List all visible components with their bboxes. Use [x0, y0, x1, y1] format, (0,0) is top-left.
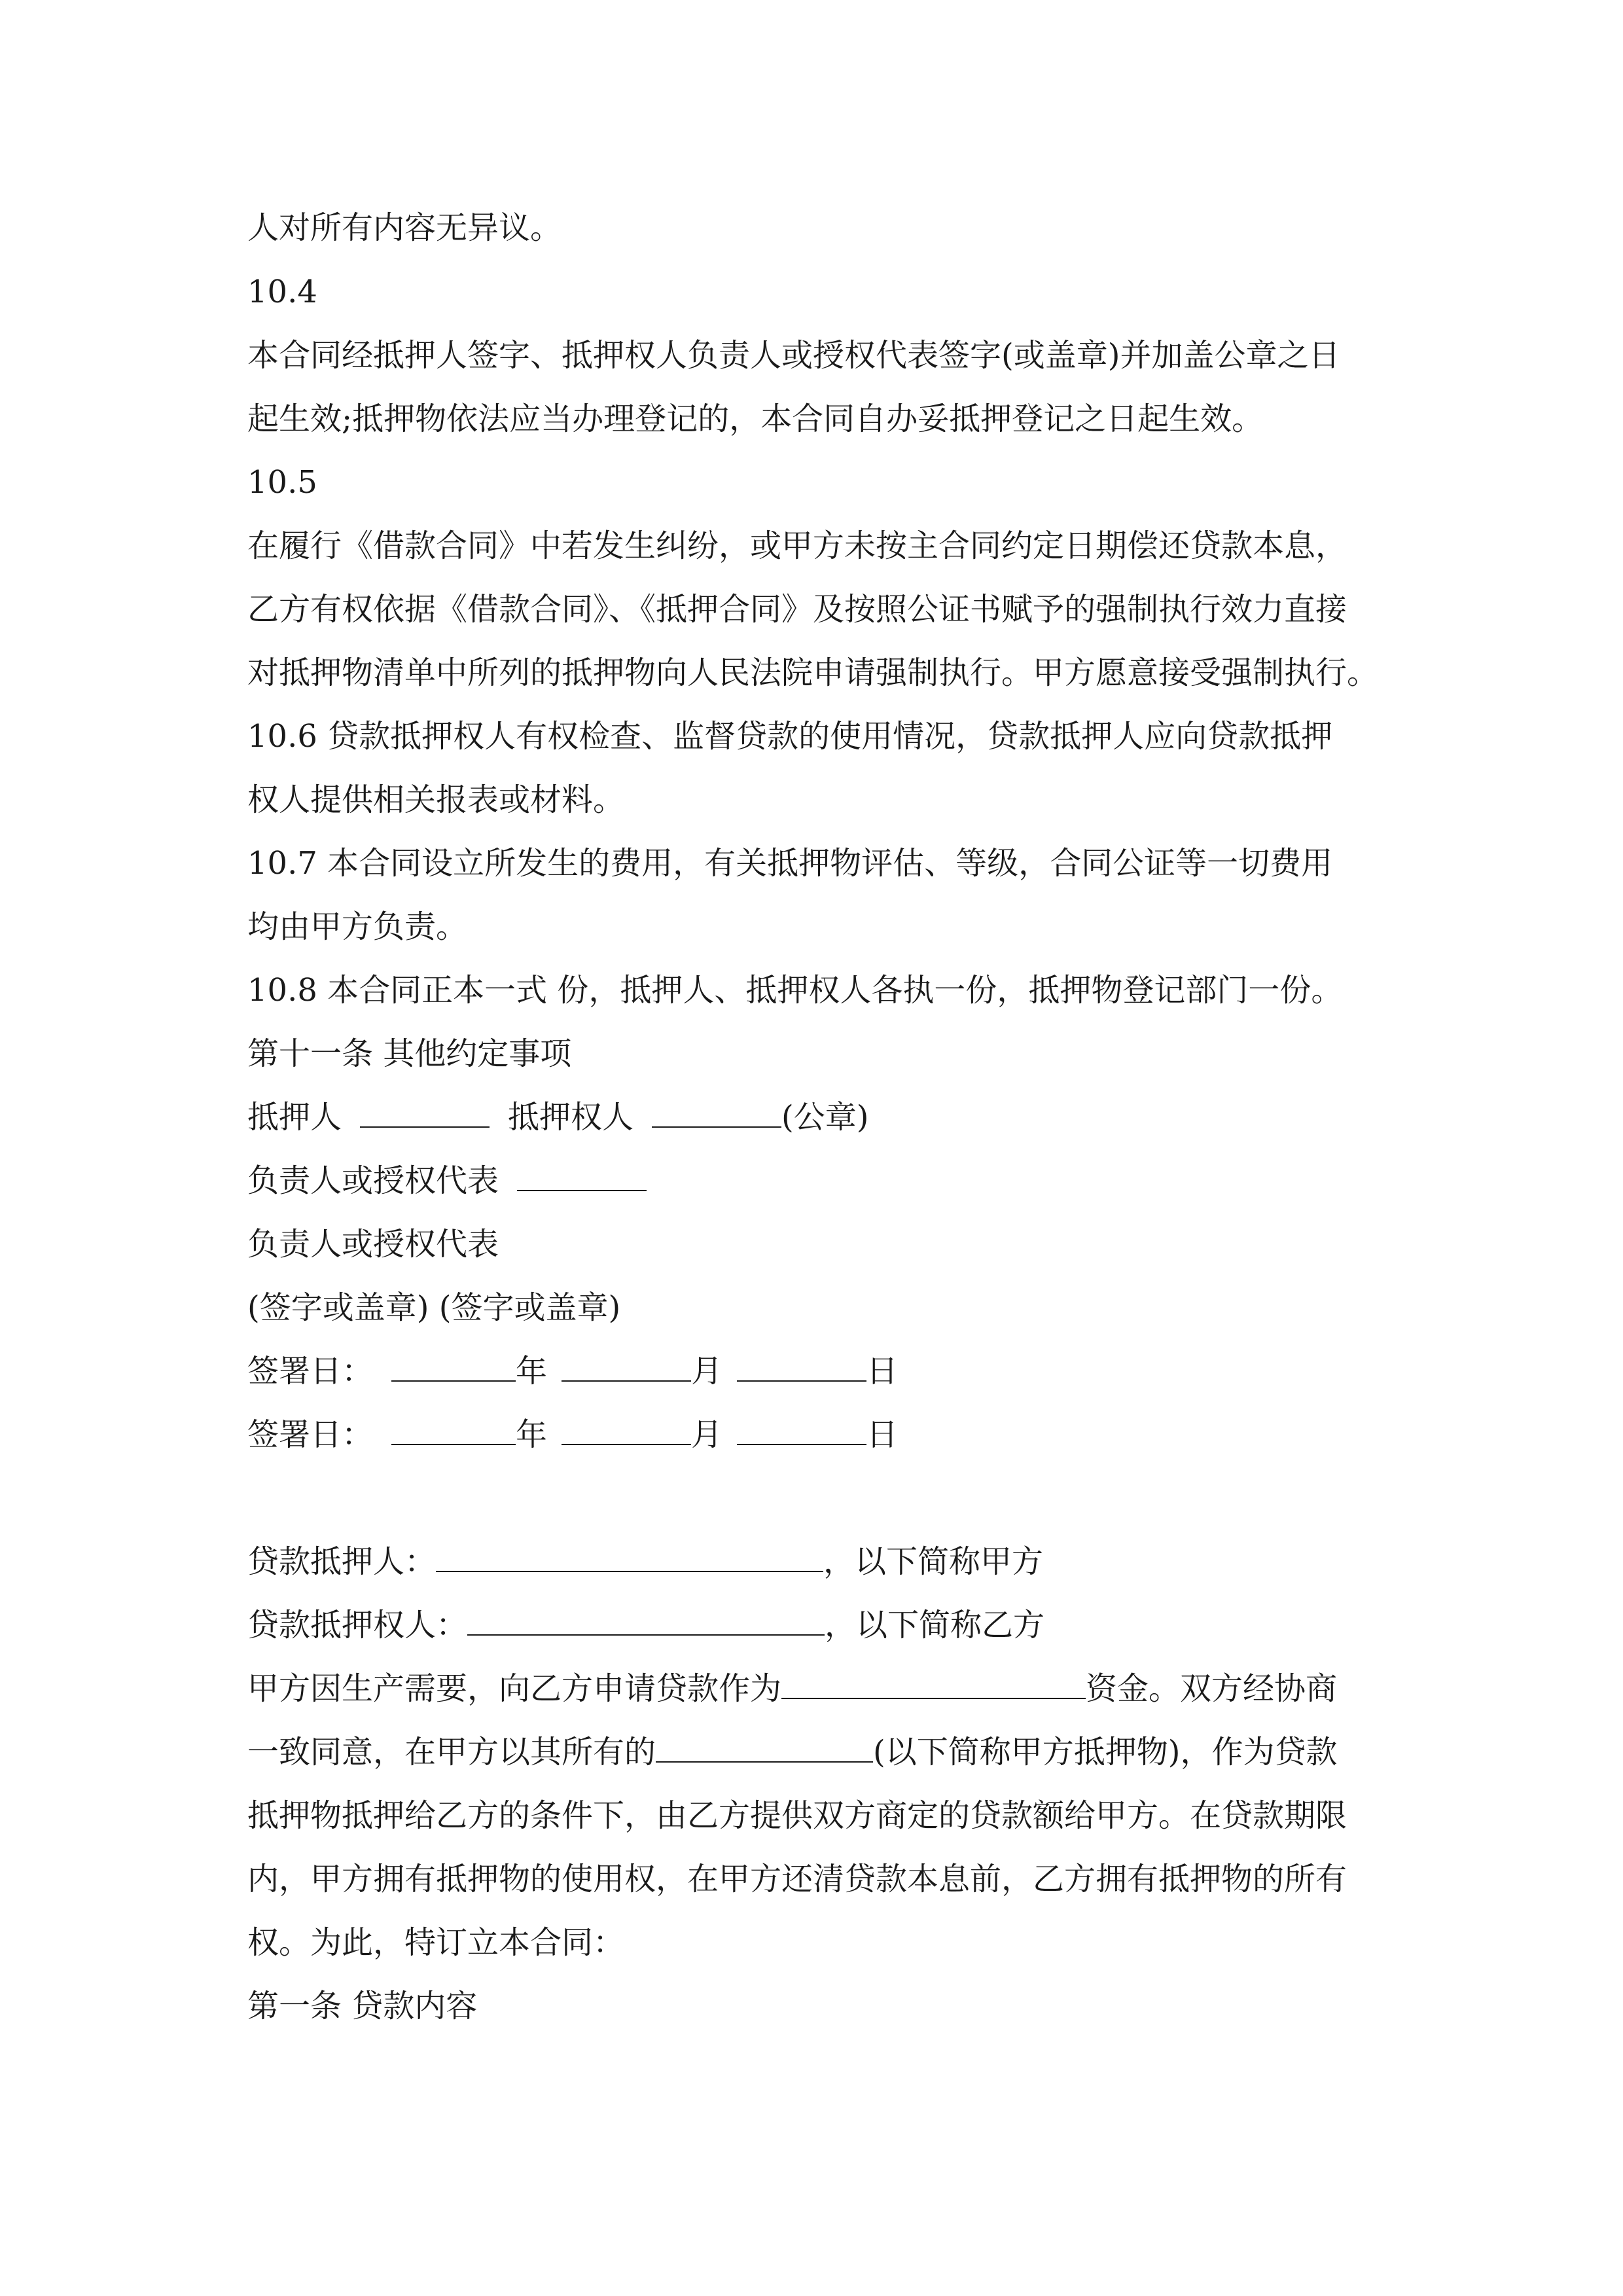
text-line: 权人提供相关报表或材料。 — [247, 781, 625, 818]
text-line: 10.7 本合同设立所发生的费用，有关抵押物评估、等级，合同公证等一切费用 — [247, 845, 1333, 882]
text-line: 本合同经抵押人签字、抵押权人负责人或授权代表签字(或盖章)并加盖公章之日 — [247, 337, 1340, 374]
year-blank[interactable] — [391, 1415, 516, 1445]
text-line: 内，甲方拥有抵押物的使用权，在甲方还清贷款本息前，乙方拥有抵押物的所有 — [247, 1861, 1347, 1897]
signing-date-line — [247, 1352, 1412, 1391]
seal-label: (公章) — [781, 1099, 869, 1136]
year-label: 年 — [516, 1416, 548, 1453]
representative-line — [247, 1161, 1412, 1200]
text-segment: 一致同意，在甲方以其所有的 — [247, 1734, 656, 1770]
text-line: 起生效;抵押物依法应当办理登记的，本合同自办妥抵押登记之日起生效。 — [247, 401, 1264, 437]
mortgagor-blank[interactable] — [360, 1098, 490, 1128]
representative-label: 负责人或授权代表 — [247, 1162, 499, 1199]
text-segment: 资金。双方经协商 — [1086, 1670, 1338, 1707]
borrower-line — [247, 1542, 1412, 1581]
text-line: 权。为此，特订立本合同： — [247, 1924, 625, 1961]
month-blank[interactable] — [562, 1352, 691, 1382]
text-line: 10.8 本合同正本一式 份，抵押人、抵押权人各执一份，抵押物登记部门一份。 — [247, 972, 1343, 1009]
borrower-blank[interactable] — [436, 1542, 823, 1572]
text-line: 抵押物抵押给乙方的条件下，由乙方提供双方商定的贷款额给甲方。在贷款期限 — [247, 1797, 1347, 1834]
year-label: 年 — [516, 1353, 548, 1390]
lender-label: 贷款抵押权人： — [247, 1607, 468, 1643]
purpose-line — [247, 1669, 1412, 1708]
borrower-note: ，以下简称甲方 — [823, 1543, 1044, 1580]
text-line: 人对所有内容无异议。 — [247, 209, 562, 246]
month-label: 月 — [691, 1353, 723, 1390]
text-line: 对抵押物清单中所列的抵押物向人民法院申请强制执行。甲方愿意接受强制执行。 — [247, 655, 1379, 691]
year-blank[interactable] — [391, 1352, 516, 1382]
mortgagor-label: 抵押人 — [247, 1099, 342, 1136]
mortgagee-blank[interactable] — [652, 1098, 781, 1128]
text-line: 10.6 贷款抵押权人有权检查、监督贷款的使用情况，贷款抵押人应向贷款抵押 — [247, 718, 1333, 755]
lender-note: ，以下简称乙方 — [825, 1607, 1045, 1643]
text-segment: 甲方因生产需要，向乙方申请贷款作为 — [247, 1670, 782, 1707]
signature-parties-line — [247, 1098, 1412, 1137]
loan-purpose-blank[interactable] — [781, 1669, 1086, 1699]
day-blank[interactable] — [737, 1352, 866, 1382]
section-heading: 第一条 贷款内容 — [247, 1988, 478, 2024]
day-label: 日 — [866, 1353, 899, 1390]
text-segment: (以下简称甲方抵押物)，作为贷款 — [873, 1734, 1338, 1770]
collateral-blank[interactable] — [656, 1732, 873, 1763]
text-line: 在履行《借款合同》中若发生纠纷，或甲方未按主合同约定日期偿还贷款本息， — [247, 528, 1347, 564]
lender-line — [247, 1605, 1412, 1645]
month-blank[interactable] — [562, 1415, 691, 1445]
collateral-line — [247, 1732, 1412, 1772]
day-blank[interactable] — [737, 1415, 866, 1445]
text-line: 乙方有权依据《借款合同》、《抵押合同》及按照公证书赋予的强制执行效力直接 — [247, 591, 1347, 628]
clause-number: 10.5 — [247, 464, 317, 501]
month-label: 月 — [691, 1416, 723, 1453]
lender-blank[interactable] — [467, 1605, 825, 1636]
text-line: (签字或盖章) (签字或盖章) — [247, 1289, 621, 1326]
day-label: 日 — [866, 1416, 899, 1453]
signing-date-label: 签署日： — [247, 1416, 374, 1453]
signing-date-line — [247, 1415, 1412, 1454]
clause-number: 10.4 — [247, 274, 317, 310]
section-heading: 第十一条 其他约定事项 — [247, 1035, 572, 1072]
signing-date-label: 签署日： — [247, 1353, 374, 1390]
text-line: 均由甲方负责。 — [247, 908, 468, 945]
borrower-label: 贷款抵押人： — [247, 1543, 437, 1580]
text-line: 负责人或授权代表 — [247, 1226, 499, 1263]
mortgagee-label: 抵押权人 — [508, 1099, 634, 1136]
representative-blank[interactable] — [517, 1161, 647, 1191]
